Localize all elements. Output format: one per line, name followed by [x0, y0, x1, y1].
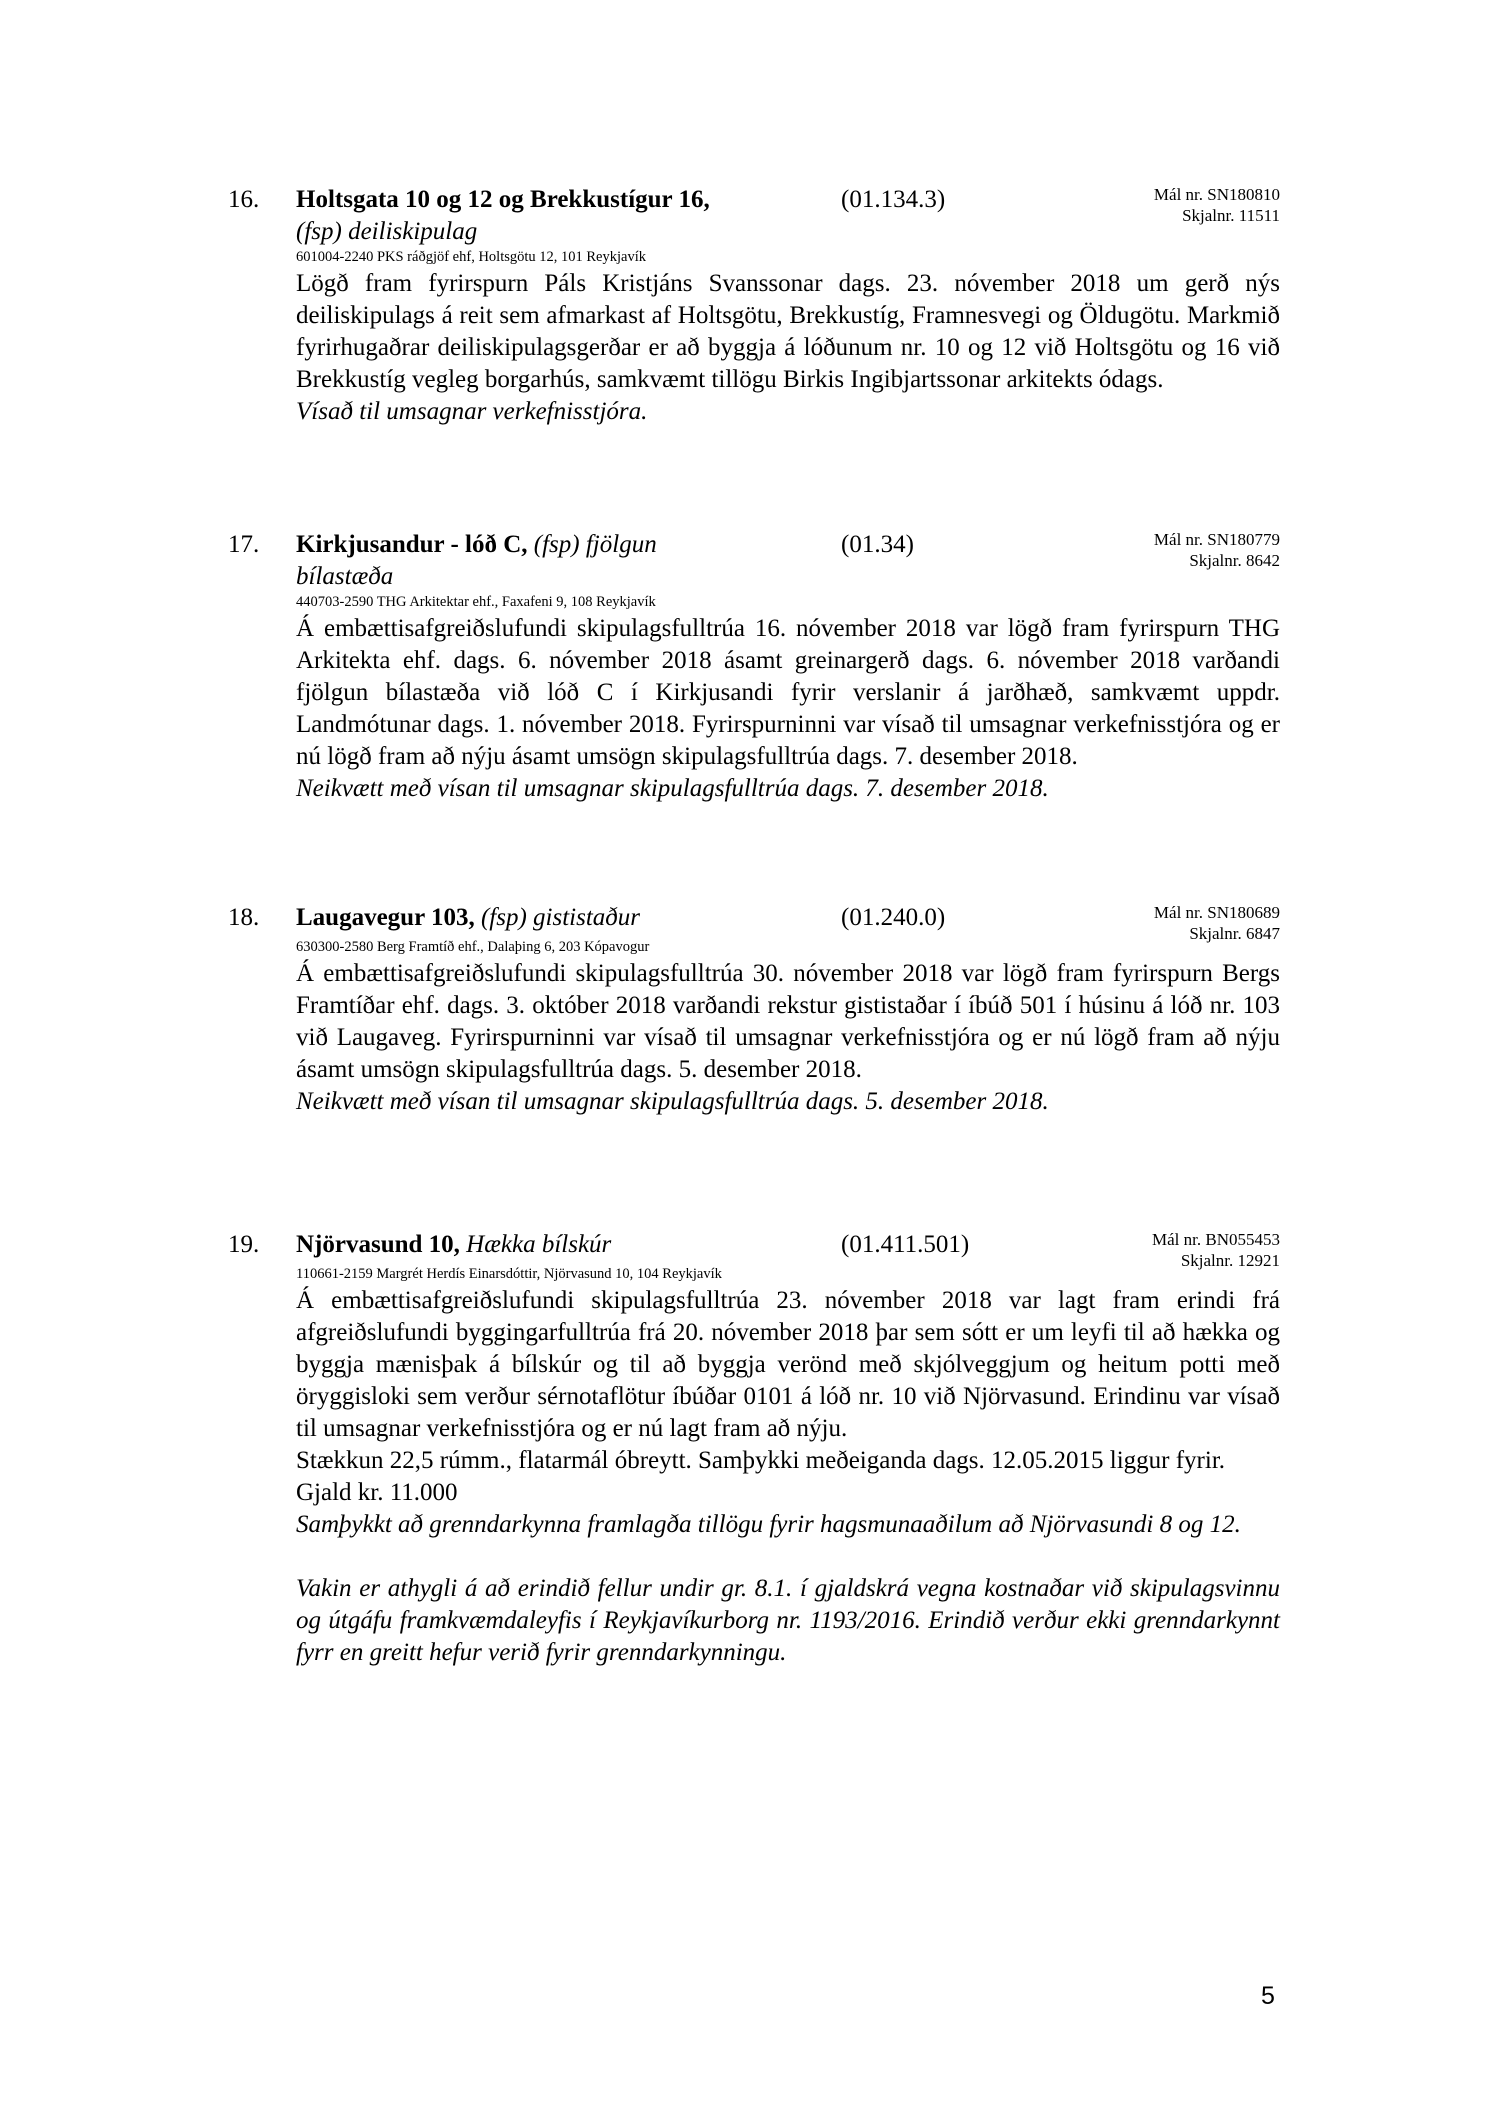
- skjal-nr: Skjalnr. 11511: [1182, 206, 1280, 225]
- case-reference: [1152, 1229, 1280, 1271]
- item-title-italic: (fsp) gististaður: [480, 904, 641, 931]
- applicant: 630300-2580 Berg Framtíð ehf., Dalaþing 6, 203 Kópavogur: [296, 939, 650, 955]
- item-body: [296, 958, 1280, 1118]
- mal-nr: Mál nr. BN055453: [1152, 1230, 1280, 1249]
- item-number: 18.: [228, 904, 260, 931]
- item-code: (01.34): [841, 531, 914, 558]
- mal-nr: Mál nr. SN180779: [1153, 530, 1280, 549]
- item-title-bold: Laugavegur 103,: [296, 904, 475, 931]
- mal-nr: Mál nr. SN180689: [1153, 903, 1280, 922]
- item-description-2: Stækkun 22,5 rúmm., flatarmál óbreytt. Samþykki meðeiganda dags. 12.05.2015 liggur fyrir. Gjald kr. 11.000: [296, 1447, 1226, 1506]
- item-title-italic: Hækka bílskúr: [466, 1231, 612, 1258]
- item-title-italic: (fsp) deiliskipulag: [296, 218, 478, 245]
- item-code: (01.240.0): [841, 904, 946, 931]
- item-description: Á embættisafgreiðslufundi skipulagsfulltrúa 30. nóvember 2018 var lögð fram fyrirspurn Bergs Framtíðar ehf. dags. 3. október 2018 varðandi rekstur gististaðar í íbúð 501 í húsinu á lóð nr. 103 við Laugaveg. Fyrirspurninni var vísað til umsagnar verkefnisstjóra og er nú lögð fram að nýju ásamt umsögn skipulagsfulltrúa dags. 5. desember 2018.: [296, 960, 1280, 1083]
- mal-nr: Mál nr. SN180810: [1153, 185, 1280, 204]
- applicant: 601004-2240 PKS ráðgjöf ehf, Holtsgötu 12, 101 Reykjavík: [296, 249, 646, 265]
- case-reference: [1154, 902, 1280, 944]
- item-title: [296, 529, 816, 593]
- item-description: Lögð fram fyrirspurn Páls Kristjáns Svanssonar dags. 23. nóvember 2018 um gerð nýs deiliskipulags á reit sem afmarkast af Holtsgötu, Brekkustíg, Framnesvegi og Öldugötu. Markmið fyrirhugaðrar deiliskipulagsgerðar er að byggja á lóðunum nr. 10 og 12 við Holtsgötu og 16 við Brekkustíg vegleg borgarhús, samkvæmt tillögu Birkis Ingibjartssonar arkitekts ódags.: [296, 270, 1280, 393]
- case-reference: [1154, 529, 1280, 571]
- case-reference: [1154, 184, 1280, 226]
- item-body: [296, 268, 1280, 428]
- item-title-bold: Njörvasund 10,: [296, 1231, 460, 1258]
- item-decision: Neikvætt með vísan til umsagnar skipulagsfulltrúa dags. 7. desember 2018.: [296, 775, 1049, 802]
- item-body: [296, 1285, 1280, 1669]
- item-title-bold: Kirkjusandur - lóð C,: [296, 531, 528, 558]
- skjal-nr: Skjalnr. 8642: [1189, 551, 1280, 570]
- item-title-italic-2: bílastæða: [296, 563, 394, 590]
- item-number: 17.: [228, 531, 260, 558]
- item-description: Á embættisafgreiðslufundi skipulagsfulltrúa 23. nóvember 2018 var lagt fram erindi frá afgreiðslufundi byggingarfulltrúa frá 20. nóvember 2018 þar sem sótt er um leyfi til að hækka og byggja mænisþak á bílskúr og til að byggja verönd með skjólveggjum og heitum potti með öryggisloki sem verður sérnotaflötur íbúðar 0101 á lóð nr. 10 við Njörvasund. Erindinu var vísað til umsagnar verkefnisstjóra og er nú lagt fram að nýju.: [296, 1287, 1280, 1442]
- item-number: 16.: [228, 186, 260, 213]
- item-title-italic: (fsp) fjölgun: [533, 531, 657, 558]
- item-number: 19.: [228, 1231, 260, 1258]
- item-decision: Samþykkt að grenndarkynna framlagða tillögu fyrir hagsmunaaðilum að Njörvasundi 8 og 12.: [296, 1511, 1241, 1538]
- item-code: (01.411.501): [841, 1231, 970, 1258]
- item-description: Á embættisafgreiðslufundi skipulagsfulltrúa 16. nóvember 2018 var lögð fram fyrirspurn THG Arkitekta ehf. dags. 6. nóvember 2018 ásamt greinargerð dags. 6. nóvember 2018 varðandi fjölgun bílastæða við lóð C í Kirkjusandi fyrir verslanir á jarðhæð, samkvæmt uppdr. Landmótunar dags. 1. nóvember 2018. Fyrirspurninni var vísað til umsagnar verkefnisstjóra og er nú lögð fram að nýju ásamt umsögn skipulagsfulltrúa dags. 7. desember 2018.: [296, 615, 1280, 770]
- item-decision: Vísað til umsagnar verkefnisstjóra.: [296, 398, 648, 425]
- applicant: 110661-2159 Margrét Herdís Einarsdóttir, Njörvasund 10, 104 Reykjavík: [296, 1266, 722, 1282]
- applicant: 440703-2590 THG Arkitektar ehf., Faxafeni 9, 108 Reykjavík: [296, 594, 656, 610]
- item-decision: Neikvætt með vísan til umsagnar skipulagsfulltrúa dags. 5. desember 2018.: [296, 1088, 1049, 1115]
- item-title: [296, 902, 816, 934]
- skjal-nr: Skjalnr. 12921: [1180, 1251, 1280, 1270]
- skjal-nr: Skjalnr. 6847: [1189, 924, 1280, 943]
- item-note: Vakin er athygli á að erindið fellur undir gr. 8.1. í gjaldskrá vegna kostnaðar við skipulagsvinnu og útgáfu framkvæmdaleyfis í Reykjavíkurborg nr. 1193/2016. Erindið verður ekki grenndarkynnt fyrr en greitt hefur verið fyrir grenndarkynningu.: [296, 1575, 1280, 1666]
- item-title-bold: Holtsgata 10 og 12 og Brekkustígur 16,: [296, 186, 710, 213]
- item-title: [296, 184, 816, 248]
- page-number: 5: [1261, 1982, 1275, 2010]
- item-code: (01.134.3): [841, 186, 946, 213]
- item-body: [296, 613, 1280, 805]
- item-title: [296, 1229, 816, 1261]
